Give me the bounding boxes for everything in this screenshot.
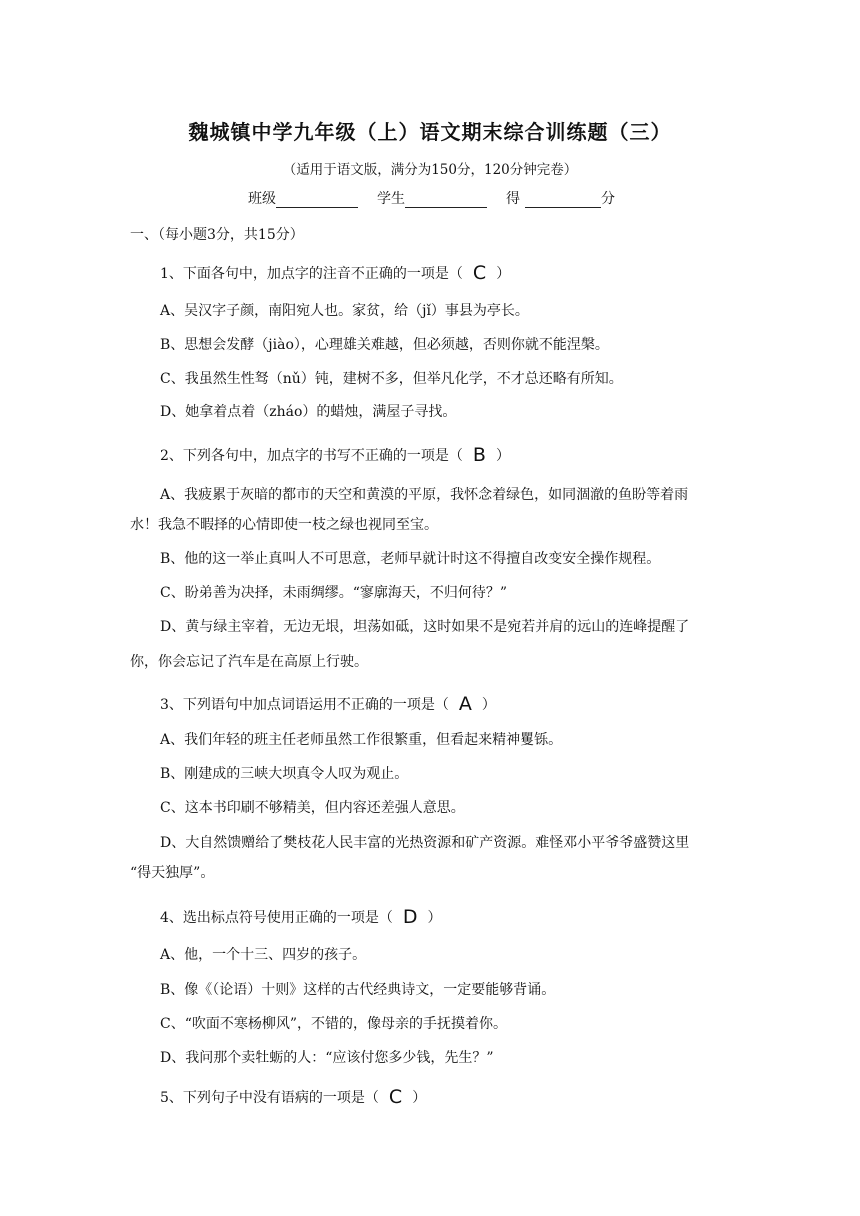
info-class <box>248 190 358 208</box>
question-3-option-b: B、刚建成的三峡大坝真令人叹为观止。 <box>160 766 409 782</box>
question-2-option-d-line2: 你，你会忘记了汽车是在高原上行驶。 <box>130 654 368 670</box>
question-2-option-a-line2: 水！我急不暇择的心情即使一枝之绿也视同至宝。 <box>130 517 438 533</box>
question-2-option-b: B、他的这一举止真叫人不可思意，老师早就计时这不得擅自改变安全操作规程。 <box>160 551 661 567</box>
question-1-option-d: D、她拿着点着（zháo）的蜡烛，满屋子寻找。 <box>160 404 457 420</box>
question-3-stem <box>160 695 496 714</box>
question-2-option-c: C、盼弟善为决择，未雨绸缪。“寥廓海天，不归何待？” <box>160 585 508 601</box>
question-stem-text: 1、下面各句中，加点字的注音不正确的一项是（ <box>160 266 463 282</box>
question-3-option-c: C、这本书印刷不够精美，但内容还差强人意思。 <box>160 800 465 816</box>
question-stem-text: 3、下列语句中加点词语运用不正确的一项是（ <box>160 697 449 713</box>
score-label: 得 <box>506 191 520 207</box>
question-1-stem <box>160 264 510 283</box>
score-blank <box>525 193 601 208</box>
answer-mark: C <box>388 1086 403 1108</box>
question-stem-close: ） <box>412 1090 427 1106</box>
question-stem-close: ） <box>481 697 496 713</box>
question-stem-close: ） <box>427 910 442 926</box>
question-stem-text: 2、下列各句中，加点字的书写不正确的一项是（ <box>160 448 463 464</box>
question-1-option-a: A、吴汉字子颜，南阳宛人也。家贫，给（jǐ）事县为亭长。 <box>160 303 529 319</box>
student-blank <box>405 193 487 208</box>
page-title: 魏城镇中学九年级（上）语文期末综合训练题（三） <box>188 120 672 144</box>
info-score <box>506 190 615 208</box>
question-4-option-b: B、像《（论语）十则》这样的古代经典诗文，一定要能够背诵。 <box>160 982 556 998</box>
score-unit: 分 <box>601 191 615 207</box>
answer-mark: D <box>402 906 418 928</box>
question-2-stem <box>160 446 510 465</box>
question-3-option-a: A、我们年轻的班主任老师虽然工作很繁重，但看起来精神矍铄。 <box>160 732 563 748</box>
student-label: 学生 <box>377 191 405 207</box>
question-3-option-d-line1: D、大自然馈赠给了樊枝花人民丰富的光热资源和矿产资源。难怪邓小平爷爷盛赞这里 <box>160 835 690 851</box>
question-2-option-a-line1: A、我疲累于灰暗的都市的天空和黄漠的平原，我怀念着绿色，如同涸澈的鱼盼等着雨 <box>160 487 689 503</box>
question-4-option-a: A、他，一个十三、四岁的孩子。 <box>160 947 367 963</box>
answer-mark: A <box>458 693 472 715</box>
answer-mark: B <box>472 444 486 466</box>
question-stem-close: ） <box>496 266 511 282</box>
info-student <box>377 190 487 208</box>
class-blank <box>276 193 358 208</box>
question-3-option-d-line2: “得天独厚”。 <box>130 865 215 881</box>
section-heading: 一、（每小题3分，共15分） <box>130 227 304 243</box>
question-4-option-c: C、“吹面不寒杨柳风”，不错的，像母亲的手抚摸着你。 <box>160 1016 508 1032</box>
answer-mark: C <box>472 262 487 284</box>
question-2-option-d-line1: D、黄与绿主宰着，无边无垠，坦荡如砥，这时如果不是宛若并肩的远山的连峰提醒了 <box>160 619 690 635</box>
question-4-option-d: D、我问那个卖牡蛎的人：“应该付您多少钱，先生？” <box>160 1050 494 1066</box>
question-1-option-b: B、思想会发酵（jiào），心理雄关难越，但必须越，否则你就不能涅槃。 <box>160 337 609 353</box>
question-1-option-c: C、我虽然生性驽（nǔ）钝，建树不多，但举凡化学，不才总还略有所知。 <box>160 371 623 387</box>
question-stem-close: ） <box>495 448 510 464</box>
question-5-stem <box>160 1088 426 1107</box>
subtitle: （适用于语文版，满分为150分，120分钟完卷） <box>282 162 578 178</box>
class-label: 班级 <box>248 191 276 207</box>
question-4-stem <box>160 908 442 927</box>
question-stem-text: 4、选出标点符号使用正确的一项是（ <box>160 910 393 926</box>
question-stem-text: 5、下列句子中没有语病的一项是（ <box>160 1090 379 1106</box>
